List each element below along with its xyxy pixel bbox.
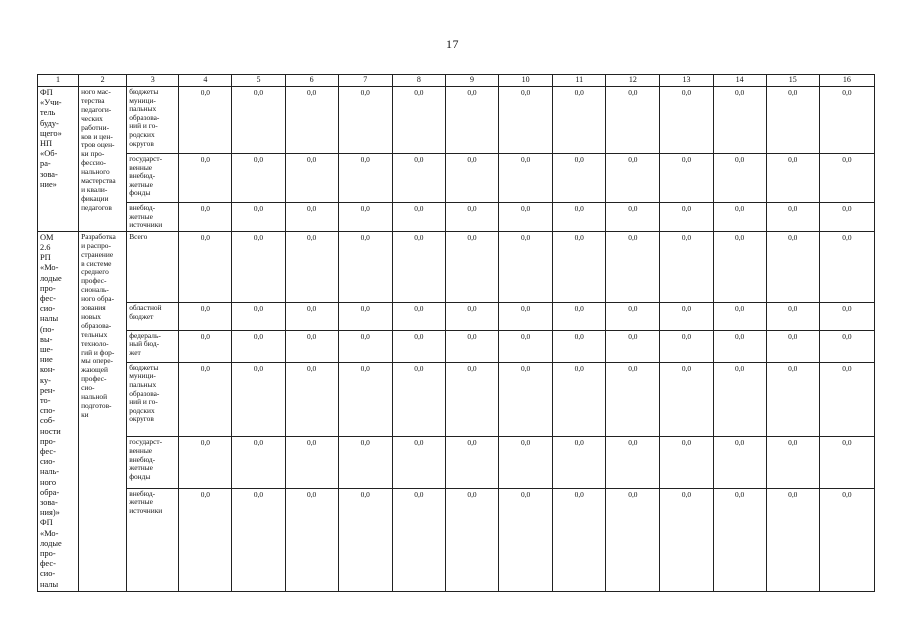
column-header: 6	[285, 75, 338, 87]
value-cell: 0,0	[285, 303, 338, 331]
value-cell: 0,0	[713, 154, 766, 203]
column-header: 7	[338, 75, 392, 87]
funding-source-text: бюджеты муници- пальных образова- ний и го- родских округов	[129, 87, 160, 148]
value-cell: 0,0	[179, 87, 232, 154]
table-row	[38, 154, 875, 203]
value-cell: 0,0	[338, 437, 392, 488]
value-cell: 0,0	[766, 362, 819, 437]
value-cell: 0,0	[179, 303, 232, 331]
column-header: 2	[79, 75, 127, 87]
value-cell: 0,0	[499, 231, 553, 302]
value-cell: 0,0	[766, 437, 819, 488]
value-cell: 0,0	[392, 154, 445, 203]
column-header: 3	[127, 75, 179, 87]
value-cell: 0,0	[660, 154, 713, 203]
value-cell: 0,0	[766, 303, 819, 331]
value-cell: 0,0	[179, 330, 232, 362]
value-cell: 0,0	[285, 87, 338, 154]
value-cell: 0,0	[766, 203, 819, 232]
value-cell: 0,0	[819, 203, 874, 232]
funding-source-cell	[127, 203, 179, 232]
funding-source-text: областной бюджет	[129, 303, 162, 321]
value-cell: 0,0	[553, 362, 606, 437]
value-cell: 0,0	[338, 154, 392, 203]
value-cell: 0,0	[499, 488, 553, 591]
value-cell: 0,0	[392, 330, 445, 362]
value-cell: 0,0	[285, 362, 338, 437]
value-cell: 0,0	[660, 231, 713, 302]
funding-source-text: внебюд- жетные источники	[129, 488, 163, 515]
value-cell: 0,0	[392, 488, 445, 591]
value-cell: 0,0	[445, 231, 498, 302]
measure-name-cell	[79, 87, 127, 232]
column-header: 11	[553, 75, 606, 87]
value-cell: 0,0	[819, 488, 874, 591]
column-header: 10	[499, 75, 553, 87]
value-cell: 0,0	[553, 437, 606, 488]
column-header: 5	[232, 75, 285, 87]
funding-source-text: государст- венные внебюд- жетные фонды	[129, 154, 163, 198]
value-cell: 0,0	[606, 488, 660, 591]
value-cell: 0,0	[338, 87, 392, 154]
value-cell: 0,0	[338, 488, 392, 591]
value-cell: 0,0	[338, 203, 392, 232]
value-cell: 0,0	[179, 231, 232, 302]
value-cell: 0,0	[338, 362, 392, 437]
value-cell: 0,0	[660, 203, 713, 232]
funding-source-cell	[127, 437, 179, 488]
table-row	[38, 437, 875, 488]
value-cell: 0,0	[232, 203, 285, 232]
funding-source-cell	[127, 488, 179, 591]
value-cell: 0,0	[766, 330, 819, 362]
value-cell: 0,0	[766, 87, 819, 154]
value-cell: 0,0	[232, 488, 285, 591]
table-row	[38, 330, 875, 362]
value-cell: 0,0	[713, 303, 766, 331]
value-cell: 0,0	[445, 203, 498, 232]
funding-source-cell	[127, 303, 179, 331]
column-header-row	[38, 75, 875, 87]
value-cell: 0,0	[179, 203, 232, 232]
value-cell: 0,0	[445, 437, 498, 488]
value-cell: 0,0	[499, 437, 553, 488]
value-cell: 0,0	[606, 437, 660, 488]
value-cell: 0,0	[766, 231, 819, 302]
value-cell: 0,0	[713, 362, 766, 437]
value-cell: 0,0	[606, 203, 660, 232]
value-cell: 0,0	[606, 303, 660, 331]
column-header: 16	[819, 75, 874, 87]
column-header: 14	[713, 75, 766, 87]
value-cell: 0,0	[179, 154, 232, 203]
value-cell: 0,0	[819, 303, 874, 331]
value-cell: 0,0	[285, 488, 338, 591]
program-code-cell	[38, 231, 79, 591]
value-cell: 0,0	[660, 330, 713, 362]
funding-source-text: бюджеты муници- пальных образова- ний и го- родских округов	[129, 362, 160, 424]
value-cell: 0,0	[232, 437, 285, 488]
value-cell: 0,0	[499, 303, 553, 331]
value-cell: 0,0	[392, 231, 445, 302]
value-cell: 0,0	[232, 330, 285, 362]
value-cell: 0,0	[499, 203, 553, 232]
funding-source-text: федераль- ный бюд- жет	[129, 330, 161, 358]
budget-table	[37, 74, 875, 592]
value-cell: 0,0	[713, 203, 766, 232]
value-cell: 0,0	[232, 154, 285, 203]
value-cell: 0,0	[819, 330, 874, 362]
value-cell: 0,0	[338, 303, 392, 331]
funding-source-cell	[127, 154, 179, 203]
value-cell: 0,0	[179, 488, 232, 591]
column-header: 4	[179, 75, 232, 87]
value-cell: 0,0	[713, 231, 766, 302]
funding-source-text: Всего	[129, 231, 148, 241]
value-cell: 0,0	[713, 488, 766, 591]
value-cell: 0,0	[392, 87, 445, 154]
value-cell: 0,0	[553, 154, 606, 203]
value-cell: 0,0	[713, 330, 766, 362]
value-cell: 0,0	[713, 437, 766, 488]
funding-source-text: внебюд- жетные источники	[129, 203, 163, 230]
table-row	[38, 303, 875, 331]
table-row	[38, 231, 875, 302]
funding-source-cell	[127, 330, 179, 362]
value-cell: 0,0	[819, 87, 874, 154]
value-cell: 0,0	[445, 330, 498, 362]
measure-name-text: Разработка и распро- странение в системе среднего профес- сиональ- ного обра- зования новых образова- тельных техноло- гий и фор- мы опере- жающей профес- сио- нальной подготов- ки	[81, 231, 116, 419]
value-cell: 0,0	[285, 330, 338, 362]
value-cell: 0,0	[392, 203, 445, 232]
value-cell: 0,0	[232, 362, 285, 437]
value-cell: 0,0	[553, 203, 606, 232]
value-cell: 0,0	[179, 437, 232, 488]
column-header: 8	[392, 75, 445, 87]
measure-name-cell	[79, 231, 127, 591]
table-row	[38, 488, 875, 591]
value-cell: 0,0	[445, 303, 498, 331]
funding-source-text: государст- венные внебюд- жетные фонды	[129, 437, 163, 481]
measure-name-text: ного мас- терства педагоги- ческих работни- ков и цен- тров оцен- ки про- фессио- нального мастерства и квали- фикации педагогов	[81, 87, 116, 212]
value-cell: 0,0	[606, 87, 660, 154]
column-header: 9	[445, 75, 498, 87]
column-header: 13	[660, 75, 713, 87]
value-cell: 0,0	[553, 87, 606, 154]
page-number: 17	[446, 37, 459, 51]
value-cell: 0,0	[499, 154, 553, 203]
value-cell: 0,0	[819, 362, 874, 437]
value-cell: 0,0	[445, 488, 498, 591]
column-header: 1	[38, 75, 79, 87]
value-cell: 0,0	[606, 231, 660, 302]
value-cell: 0,0	[338, 330, 392, 362]
funding-source-cell	[127, 362, 179, 437]
value-cell: 0,0	[819, 154, 874, 203]
value-cell: 0,0	[819, 231, 874, 302]
table-row	[38, 203, 875, 232]
table-row	[38, 87, 875, 154]
value-cell: 0,0	[285, 203, 338, 232]
column-header: 12	[606, 75, 660, 87]
value-cell: 0,0	[553, 488, 606, 591]
value-cell: 0,0	[713, 87, 766, 154]
funding-source-cell	[127, 231, 179, 302]
value-cell: 0,0	[606, 362, 660, 437]
value-cell: 0,0	[766, 154, 819, 203]
value-cell: 0,0	[179, 362, 232, 437]
column-header: 15	[766, 75, 819, 87]
value-cell: 0,0	[232, 231, 285, 302]
value-cell: 0,0	[660, 87, 713, 154]
program-code-text: ОМ 2.6 РП «Мо- лодые про- фес- сио- налы (по- вы- ше- ние кон- ку- рен- то- спо- соб- ности про- фес- сио- наль- ного обра- зова- ния)» ФП «Мо- лодые про- фес- сио- налы	[40, 232, 62, 589]
value-cell: 0,0	[445, 362, 498, 437]
value-cell: 0,0	[553, 303, 606, 331]
value-cell: 0,0	[392, 362, 445, 437]
value-cell: 0,0	[660, 362, 713, 437]
table-row	[38, 362, 875, 437]
value-cell: 0,0	[285, 437, 338, 488]
value-cell: 0,0	[445, 154, 498, 203]
value-cell: 0,0	[606, 330, 660, 362]
value-cell: 0,0	[285, 231, 338, 302]
program-code-text: ФП «Учи- тель буду- щего» НП «Об- ра- зова- ние»	[40, 88, 62, 189]
value-cell: 0,0	[445, 87, 498, 154]
value-cell: 0,0	[338, 231, 392, 302]
value-cell: 0,0	[606, 154, 660, 203]
value-cell: 0,0	[819, 437, 874, 488]
value-cell: 0,0	[553, 231, 606, 302]
program-code-cell	[38, 87, 79, 232]
value-cell: 0,0	[660, 437, 713, 488]
value-cell: 0,0	[553, 330, 606, 362]
value-cell: 0,0	[660, 488, 713, 591]
value-cell: 0,0	[660, 303, 713, 331]
value-cell: 0,0	[392, 437, 445, 488]
value-cell: 0,0	[285, 154, 338, 203]
value-cell: 0,0	[499, 330, 553, 362]
value-cell: 0,0	[499, 362, 553, 437]
value-cell: 0,0	[766, 488, 819, 591]
value-cell: 0,0	[232, 303, 285, 331]
value-cell: 0,0	[392, 303, 445, 331]
value-cell: 0,0	[232, 87, 285, 154]
value-cell: 0,0	[499, 87, 553, 154]
table-body	[38, 75, 875, 592]
funding-source-cell	[127, 87, 179, 154]
